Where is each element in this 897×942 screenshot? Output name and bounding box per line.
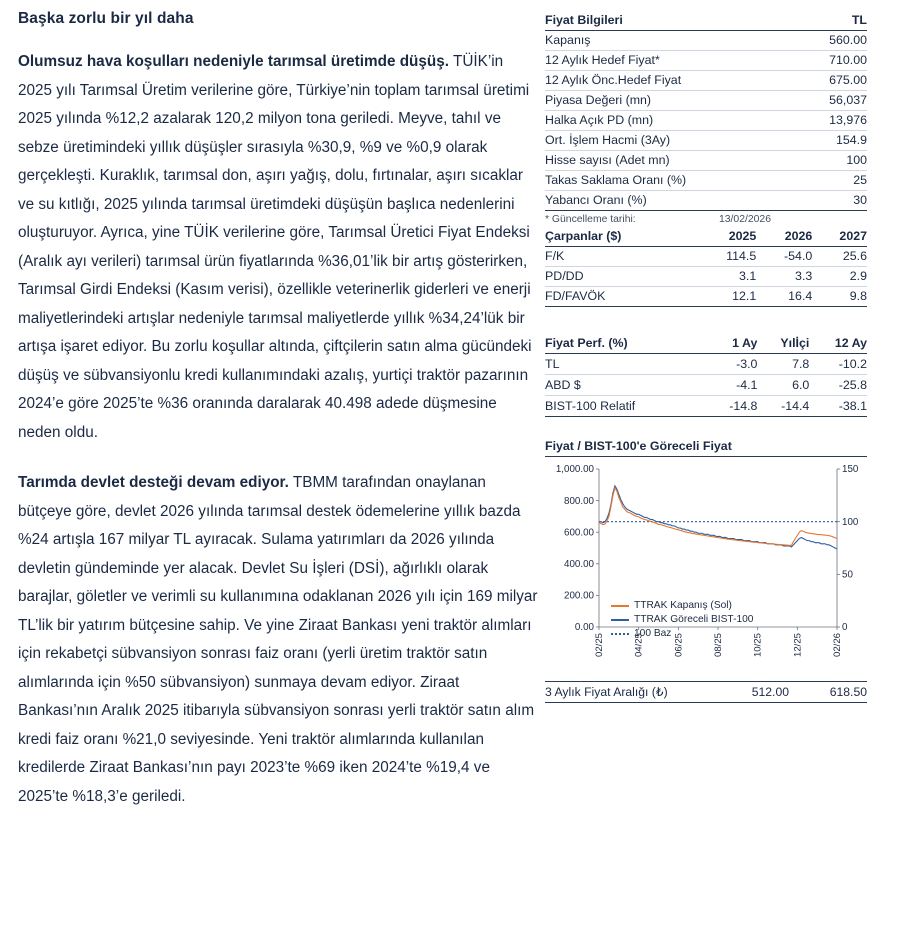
row-value: 25 bbox=[799, 170, 867, 190]
table-row bbox=[545, 90, 867, 110]
multiples-header bbox=[545, 227, 867, 247]
multiples-table bbox=[545, 227, 867, 307]
footnote-label: * Güncelleme tarihi: bbox=[545, 213, 636, 225]
multiples-year-2026: 2026 bbox=[756, 227, 812, 247]
price-info-header-label: Fiyat Bilgileri bbox=[545, 10, 799, 30]
performance-col-ytd: Yılİçi bbox=[757, 333, 809, 354]
row-label: 12 Aylık Önc.Hedef Fiyat bbox=[545, 70, 799, 90]
table-row bbox=[545, 266, 867, 286]
price-relative-chart bbox=[545, 459, 867, 674]
row-label: Kapanış bbox=[545, 30, 799, 50]
price-range-row bbox=[545, 681, 867, 703]
svg-text:10/25: 10/25 bbox=[752, 632, 764, 657]
row-value: -54.0 bbox=[756, 246, 812, 266]
table-row bbox=[545, 374, 867, 395]
row-value: 25.6 bbox=[812, 246, 867, 266]
svg-text:08/25: 08/25 bbox=[713, 632, 724, 657]
table-row bbox=[545, 286, 867, 306]
row-label: TL bbox=[545, 353, 707, 374]
svg-text:150: 150 bbox=[842, 463, 859, 475]
price-range-low: 512.00 bbox=[751, 684, 789, 699]
row-value: 100 bbox=[799, 150, 867, 170]
svg-text:12/25: 12/25 bbox=[792, 632, 804, 657]
spacer bbox=[545, 307, 867, 333]
row-value: -14.4 bbox=[757, 395, 809, 416]
row-label: PD/DD bbox=[545, 266, 697, 286]
row-value: 114.5 bbox=[697, 246, 757, 266]
row-label: ABD $ bbox=[545, 374, 707, 395]
svg-text:06/25: 06/25 bbox=[673, 632, 685, 657]
row-value: -3.0 bbox=[707, 353, 758, 374]
row-label: Hisse sayısı (Adet mn) bbox=[545, 150, 799, 170]
table-row bbox=[545, 353, 867, 374]
row-value: -14.8 bbox=[707, 395, 758, 416]
legend-item-relative bbox=[611, 613, 753, 627]
row-label: BIST-100 Relatif bbox=[545, 395, 707, 416]
row-value: 3.1 bbox=[697, 266, 757, 286]
svg-text:02/25: 02/25 bbox=[594, 632, 605, 657]
row-value: 6.0 bbox=[757, 374, 809, 395]
chart-title: Fiyat / BIST-100'e Göreceli Fiyat bbox=[545, 439, 867, 457]
row-value: 56,037 bbox=[799, 90, 867, 110]
svg-text:400.00: 400.00 bbox=[564, 558, 594, 570]
row-value: 16.4 bbox=[756, 286, 812, 306]
row-value: -38.1 bbox=[809, 395, 867, 416]
table-row bbox=[545, 170, 867, 190]
performance-table bbox=[545, 333, 867, 417]
performance-header-label: Fiyat Perf. (%) bbox=[545, 333, 707, 354]
row-label: Yabancı Oranı (%) bbox=[545, 190, 799, 210]
svg-text:200.00: 200.00 bbox=[564, 590, 594, 602]
chart-legend bbox=[611, 599, 753, 641]
row-value: 12.1 bbox=[697, 286, 757, 306]
paragraph-1-body: TÜİK’in 2025 yılı Tarımsal Üretim verilerine göre, Türkiye’nin toplam tarımsal üretimi 2025 yılında %12,2 azalarak 120,2 milyon tona geriledi. Meyve, tahıl ve sebze üretimindeki yıllık düşüşler sırasıyla %30,9, %9 ve %0,9 olarak gerçekleşti. Kuraklık, tarımsal don, aşırı yağış, dolu, fırtınalar, aşırı sıcaklar ve su kıtlığı, 2025 yılında tarımsal üretimdeki düşüşün başlıca nedenlerini oluşturuyor. Ayrıca, yine TÜİK verilerine göre, Tarımsal Üretici Fiyat Endeksi (Aralık ayı verileri) tarımsal ürün fiyatlarında %36,01’lik bir artış gösterirken, Tarımsal Girdi Endeksi (Kasım verisi), özellikle veterinerlik giderleri ve enerji maliyetlerindeki artışlar nedeniyle tarımsal maliyetlerde yıllık %34,24’lük bir artışa işaret ediyor. Bu zorlu koşullar altında, çiftçilerin satın alma gücündeki düşüş ve sübvansiyonlu kredi kullanımındaki azalış, yurtiçi traktör pazarının 2024’e göre 2025’te %36 oranında daralarak 40.498 adede düşmesine neden oldu. bbox=[18, 53, 532, 441]
row-label: Takas Saklama Oranı (%) bbox=[545, 170, 799, 190]
price-range-high: 618.50 bbox=[829, 684, 867, 699]
row-label: 12 Aylık Hedef Fiyat* bbox=[545, 50, 799, 70]
multiples-header-label: Çarpanlar ($) bbox=[545, 227, 697, 247]
row-value: 2.9 bbox=[812, 266, 867, 286]
page-title: Başka zorlu bir yıl daha bbox=[18, 10, 194, 27]
row-value: 30 bbox=[799, 190, 867, 210]
row-value: -25.8 bbox=[809, 374, 867, 395]
row-value: 13,976 bbox=[799, 110, 867, 130]
svg-text:100: 100 bbox=[842, 516, 859, 528]
legend-label: TTRAK Kapanış (Sol) bbox=[634, 599, 732, 611]
row-value: -10.2 bbox=[809, 353, 867, 374]
svg-text:0.00: 0.00 bbox=[574, 621, 594, 633]
price-range-label: 3 Aylık Fiyat Aralığı (₺) bbox=[545, 684, 668, 699]
price-info-header bbox=[545, 10, 867, 30]
row-value: 560.00 bbox=[799, 30, 867, 50]
price-chart-block bbox=[545, 439, 867, 703]
paragraph-2-body: TBMM tarafından onaylanan bütçeye göre, devlet 2026 yılında tarımsal destek ödemelerine yıllık bazda %24 artışla 167 milyar TL ayıracak. Sulama yatırımları da 2026 yılında devletin gündeminde yer alacak. Devlet Su İşleri (DSİ), ağırlıklı olarak barajlar, göletler ve verimli su kullanımına odaklanan 2026 yılı için 169 milyar TL’lik bir yatırım bütçesine sahip. Ve yine Ziraat Bankası yeni traktör alımları için rekabetçi sübvansiyon sonrası faiz oranı (yerli üretim traktör satın alımlarında için %50 sübvansiyon) sunmaya devam ediyor. Ziraat Bankası’nın Aralık 2025 itibarıyla sübvansiyon sonrası yerli traktör satın alım kredi faiz oranı %21,0 seviyesinde. Yeni traktör alımlarında kullanılan kredilerde Ziraat Bankası’nın payı 2023’te %69 iken 2024’te %19,4 ve 2025’te %18,3’e geriledi. bbox=[18, 474, 538, 805]
row-value: 7.8 bbox=[757, 353, 809, 374]
svg-text:600.00: 600.00 bbox=[564, 526, 594, 538]
footnote-value: 13/02/2026 bbox=[718, 213, 771, 225]
row-label: Halka Açık PD (mn) bbox=[545, 110, 799, 130]
row-value: 710.00 bbox=[799, 50, 867, 70]
table-row bbox=[545, 190, 867, 210]
table-row bbox=[545, 30, 867, 50]
price-info-table bbox=[545, 10, 867, 211]
table-row bbox=[545, 50, 867, 70]
legend-label: 100 Baz bbox=[634, 627, 672, 639]
svg-text:1,000.00: 1,000.00 bbox=[555, 463, 594, 475]
legend-swatch-icon bbox=[611, 633, 629, 635]
paragraph-2-lead: Tarımda devlet desteği devam ediyor. bbox=[18, 474, 289, 491]
svg-text:800.00: 800.00 bbox=[564, 495, 594, 507]
price-info-header-unit: TL bbox=[799, 10, 867, 30]
performance-header bbox=[545, 333, 867, 354]
svg-text:02/26: 02/26 bbox=[832, 632, 843, 657]
multiples-year-2027: 2027 bbox=[812, 227, 867, 247]
table-row bbox=[545, 110, 867, 130]
row-label: FD/FAVÖK bbox=[545, 286, 697, 306]
legend-swatch-icon bbox=[611, 605, 629, 607]
row-value: -4.1 bbox=[707, 374, 758, 395]
table-row bbox=[545, 395, 867, 416]
performance-col-1m: 1 Ay bbox=[707, 333, 758, 354]
paragraph-1-lead: Olumsuz hava koşulları nedeniyle tarımsal üretimde düşüş. bbox=[18, 53, 450, 70]
row-value: 3.3 bbox=[756, 266, 812, 286]
price-info-footnote bbox=[545, 214, 867, 225]
row-label: Piyasa Değeri (mn) bbox=[545, 90, 799, 110]
table-row bbox=[545, 150, 867, 170]
row-value: 9.8 bbox=[812, 286, 867, 306]
legend-item-price bbox=[611, 599, 753, 613]
article-column bbox=[18, 10, 538, 833]
row-value: 154.9 bbox=[799, 130, 867, 150]
svg-text:04/25: 04/25 bbox=[633, 632, 645, 657]
row-label: Ort. İşlem Hacmi (3Ay) bbox=[545, 130, 799, 150]
legend-swatch-icon bbox=[611, 619, 629, 621]
chart-area bbox=[545, 459, 867, 679]
multiples-year-2025: 2025 bbox=[697, 227, 757, 247]
table-row bbox=[545, 130, 867, 150]
table-row bbox=[545, 70, 867, 90]
legend-item-base bbox=[611, 627, 753, 641]
paragraph-1 bbox=[18, 48, 538, 447]
performance-col-12m: 12 Ay bbox=[809, 333, 867, 354]
svg-text:0: 0 bbox=[842, 621, 848, 633]
data-sidebar bbox=[545, 10, 867, 703]
row-label: F/K bbox=[545, 246, 697, 266]
svg-text:50: 50 bbox=[842, 569, 853, 581]
paragraph-2 bbox=[18, 469, 538, 811]
table-row bbox=[545, 246, 867, 266]
row-value: 675.00 bbox=[799, 70, 867, 90]
legend-label: TTRAK Göreceli BIST-100 bbox=[634, 613, 754, 625]
